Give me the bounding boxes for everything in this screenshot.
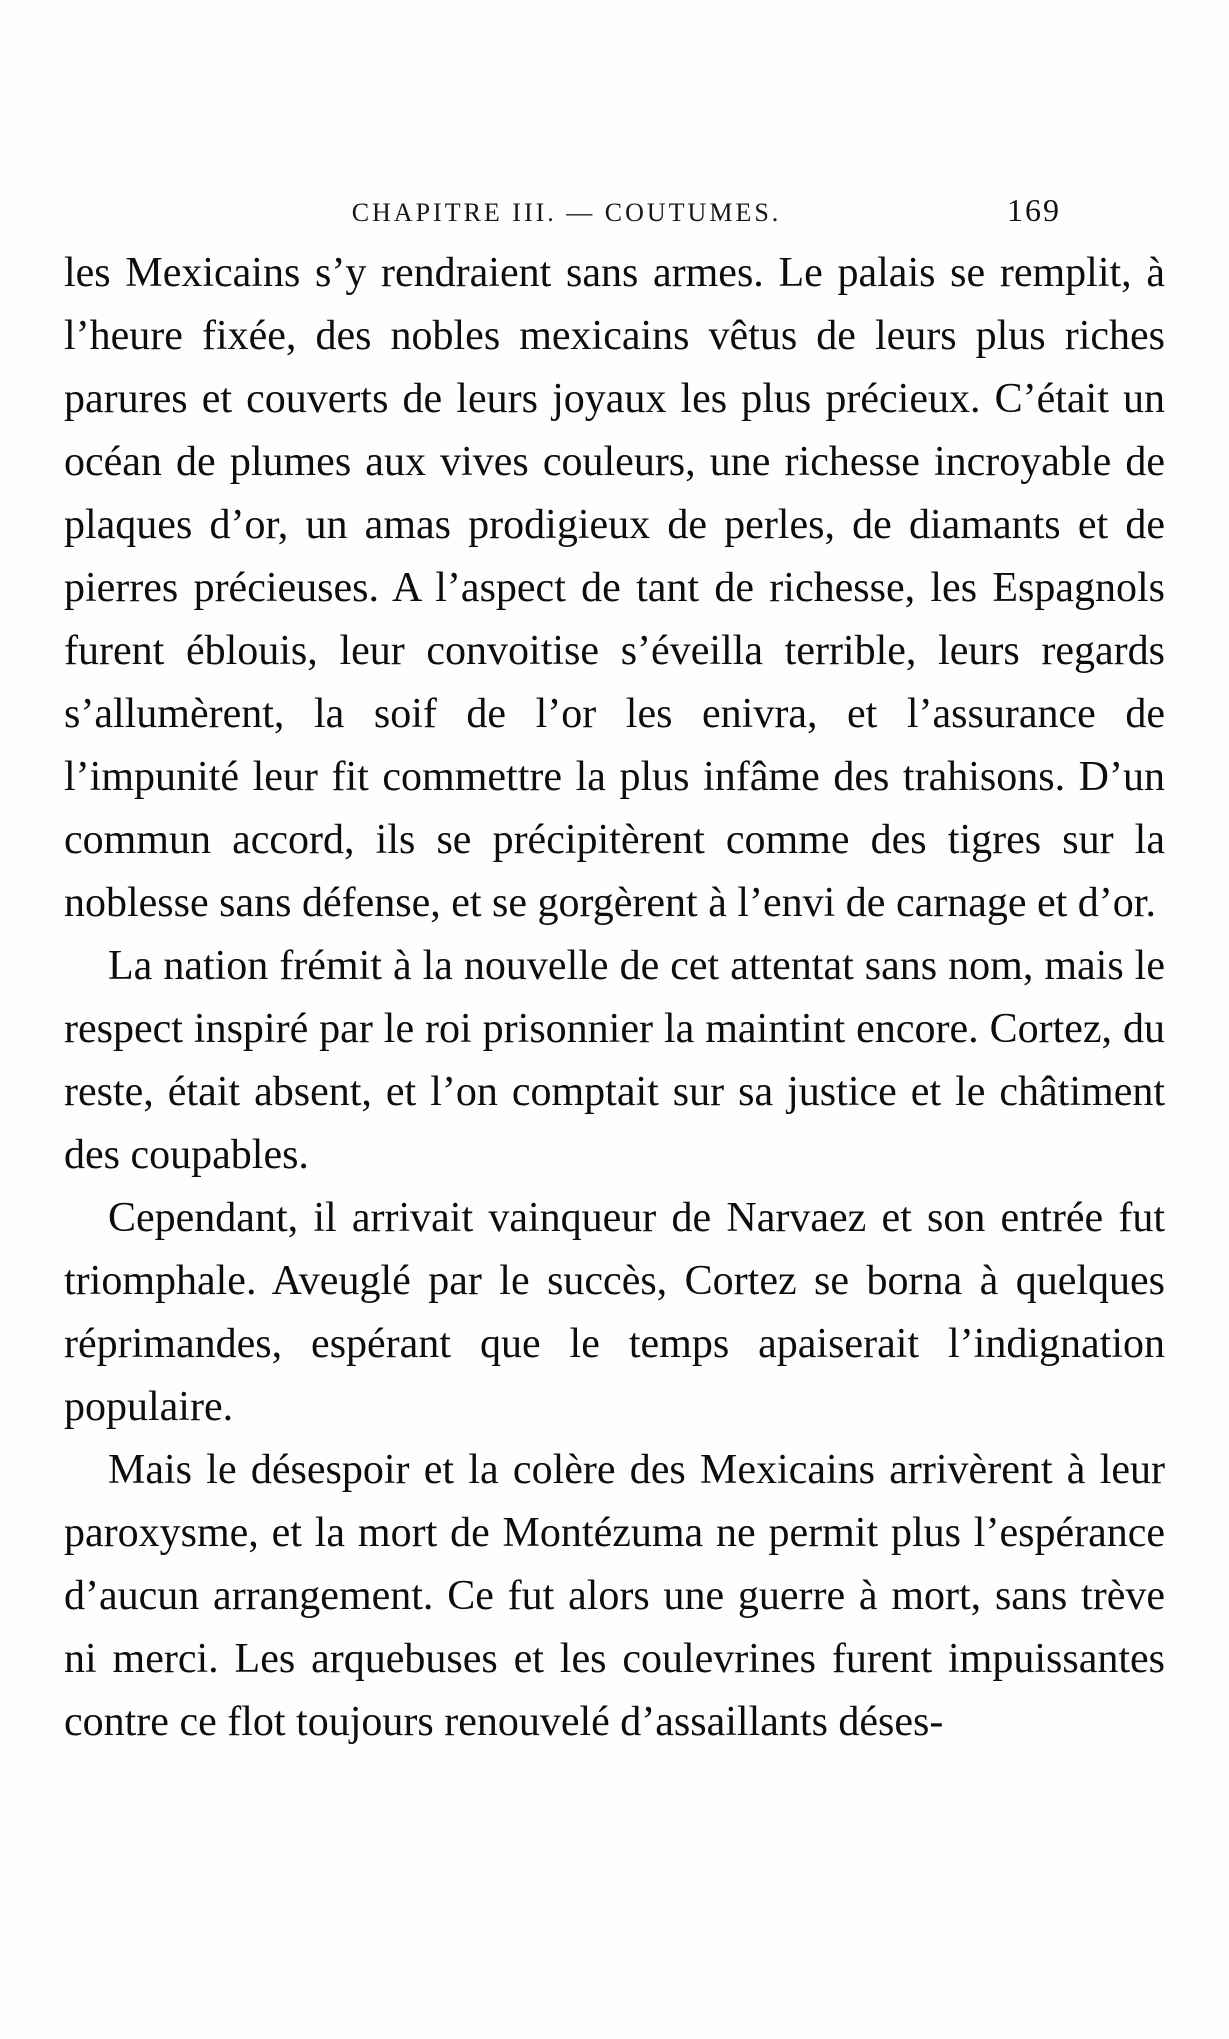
page-body <box>64 242 1165 1754</box>
page-number: 169 <box>1007 192 1061 228</box>
paragraph-4: Mais le désespoir et la colère des Mexicains arrivèrent à leur paroxysme, et la mort de Montézuma ne permit plus l’espérance d’aucun arrangement. Ce fut alors une guerre à mort, sans trève ni merci. Les arquebuses et les coulevrines furent impuissantes contre ce flot toujours renouvelé d’assaillants déses- <box>64 1447 1165 1745</box>
running-head: CHAPITRE III. — COUTUMES. <box>351 198 782 227</box>
paragraph-2: La nation frémit à la nouvelle de cet attentat sans nom, mais le respect inspiré par le roi prisonnier la maintint encore. Cortez, du reste, était absent, et l’on comptait sur sa justice et le châtiment des coupables. <box>64 943 1165 1178</box>
page-header <box>64 192 1165 238</box>
paragraph-1: les Mexicains s’y rendraient sans armes. Le palais se remplit, à l’heure fixée, des nobles mexicains vêtus de leurs plus riches parures et couverts de leurs joyaux les plus précieux. C’était un océan de plumes aux vives couleurs, une richesse incroyable de plaques d’or, un amas prodigieux de perles, de diamants et de pierres précieuses. A l’aspect de tant de richesse, les Espagnols furent éblouis, leur convoitise s’éveilla terrible, leurs regards s’allumèrent, la soif de l’or les enivra, et l’assurance de l’impunité leur fit commettre la plus infâme des trahisons. D’un commun accord, ils se précipitèrent comme des tigres sur la noblesse sans défense, et se gorgèrent à l’envi de carnage et d’or. <box>64 250 1165 926</box>
paragraph-3: Cependant, il arrivait vainqueur de Narvaez et son entrée fut triomphale. Aveuglé par le succès, Cortez se borna à quelques réprimandes, espérant que le temps apaiserait l’indignation populaire. <box>64 1195 1165 1430</box>
